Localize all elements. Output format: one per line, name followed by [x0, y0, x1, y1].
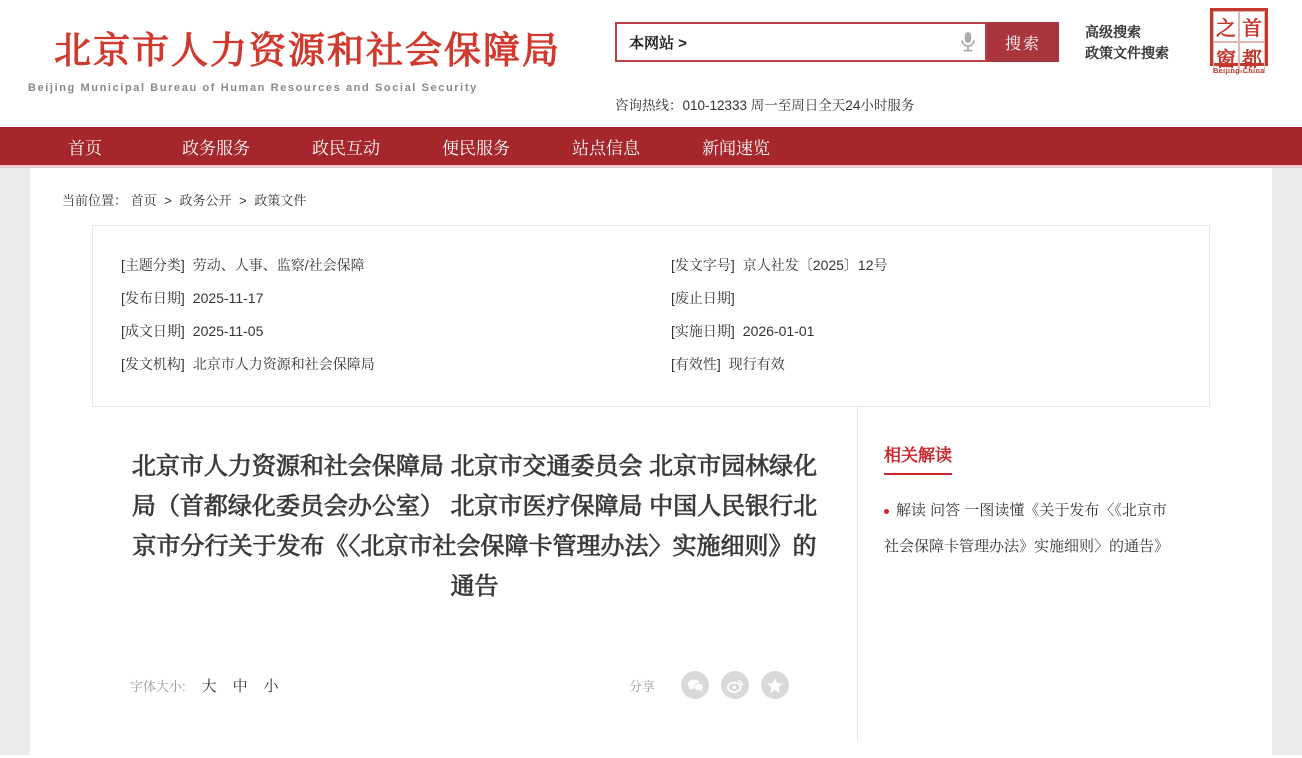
hotline-text: 咨询热线：010-12333 周一至周日全天24小时服务: [615, 98, 915, 113]
weibo-share-icon[interactable]: [721, 671, 749, 699]
nav-item-services[interactable]: 政务服务: [182, 138, 250, 158]
article-section: [92, 407, 1240, 742]
breadcrumb-separator: >: [239, 193, 247, 208]
site-header: [0, 0, 1302, 127]
meta-label: [废止日期]: [671, 290, 735, 306]
seal-char: 都: [1239, 42, 1265, 73]
bullet-icon: [884, 509, 889, 514]
nav-item-convenience[interactable]: 便民服务: [442, 138, 510, 158]
meta-label: [实施日期]: [671, 323, 735, 339]
article-toolbar: [92, 671, 857, 699]
meta-row-publish-date: [121, 289, 631, 307]
meta-value: 2026-01-01: [742, 323, 815, 339]
share-label: 分享: [628, 678, 655, 694]
policy-search-link[interactable]: 政策文件搜索: [1085, 45, 1169, 61]
seal-char: 首: [1239, 11, 1265, 42]
seal-characters: [1210, 8, 1268, 71]
nav-item-interaction[interactable]: 政民互动: [312, 138, 380, 158]
font-size-control: [130, 675, 279, 696]
meta-label: [有效性]: [671, 356, 721, 372]
meta-row-topic: [121, 256, 631, 274]
search-scope-dropdown[interactable]: 本网站 >: [629, 34, 687, 52]
share-control: [629, 671, 789, 699]
meta-value: 京人社发〔2025〕12号: [742, 257, 888, 273]
meta-row-issuing-agency: [121, 355, 631, 373]
font-size-label: 字体大小:: [130, 678, 186, 694]
search-box: [615, 22, 987, 62]
breadcrumb-policy-docs[interactable]: 政策文件: [254, 193, 307, 208]
article-main-column: [92, 407, 857, 742]
advanced-search-link[interactable]: 高级搜索: [1085, 24, 1141, 40]
nav-item-home[interactable]: 首页: [68, 138, 102, 158]
capital-window-seal-logo[interactable]: [1208, 8, 1270, 75]
breadcrumb-home[interactable]: 首页: [130, 193, 157, 208]
metadata-left-column: [121, 256, 631, 388]
nav-item-site-info[interactable]: 站点信息: [572, 138, 640, 158]
microphone-icon[interactable]: [959, 30, 977, 54]
related-reading-text: 解读 问答 一图读懂《关于发布〈《北京市社会保障卡管理办法》实施细则〉的通告》: [884, 502, 1170, 555]
related-reading-sidebar: [857, 407, 1240, 742]
metadata-right-column: [671, 256, 1181, 388]
body-area: [0, 168, 1302, 755]
search-links: [1085, 22, 1169, 64]
meta-row-repeal-date: [671, 289, 1181, 307]
document-metadata-box: [92, 225, 1210, 407]
breadcrumb-gov-info[interactable]: 政务公开: [179, 193, 232, 208]
breadcrumb: [62, 190, 1240, 209]
star-favorite-icon[interactable]: [761, 671, 789, 699]
meta-row-doc-number: [671, 256, 1181, 274]
related-reading-link[interactable]: [884, 493, 1176, 565]
wechat-share-icon[interactable]: [681, 671, 709, 699]
meta-value: 北京市人力资源和社会保障局: [192, 356, 375, 372]
meta-label: [发文机构]: [121, 356, 185, 372]
search-bar: [615, 22, 1059, 62]
font-size-large-button[interactable]: 大: [201, 677, 217, 695]
meta-row-effective-date: [671, 322, 1181, 340]
font-size-small-button[interactable]: 小: [263, 677, 279, 695]
site-logo[interactable]: [28, 20, 561, 94]
related-reading-title: 相关解读: [884, 441, 952, 475]
search-input[interactable]: [687, 24, 959, 60]
meta-label: [成文日期]: [121, 323, 185, 339]
site-title: 北京市人力资源和社会保障局: [54, 30, 561, 71]
main-nav: [0, 127, 1302, 168]
seal-char: 窗: [1213, 42, 1239, 73]
breadcrumb-label: 当前位置：: [62, 193, 128, 208]
meta-value: 2025-11-17: [192, 290, 264, 306]
meta-label: [发文字号]: [671, 257, 735, 273]
meta-value: 2025-11-05: [192, 323, 264, 339]
search-button[interactable]: 搜索: [987, 22, 1059, 62]
breadcrumb-separator: >: [164, 193, 172, 208]
meta-row-written-date: [121, 322, 631, 340]
meta-label: [主题分类]: [121, 257, 185, 273]
content-wrapper: [30, 168, 1272, 755]
seal-char: 之: [1213, 11, 1239, 42]
meta-label: [发布日期]: [121, 290, 185, 306]
meta-row-validity: [671, 355, 1181, 373]
meta-value: 现行有效: [728, 356, 785, 372]
nav-item-news[interactable]: 新闻速览: [702, 138, 770, 158]
site-subtitle: Beijing Municipal Bureau of Human Resources and Social Security: [28, 82, 478, 94]
meta-value: 劳动、人事、监察/社会保障: [192, 257, 365, 273]
document-title: 北京市人力资源和社会保障局 北京市交通委员会 北京市园林绿化局（首都绿化委员会办公室） 北京市医疗保障局 中国人民银行北京市分行关于发布《〈北京市社会保障卡管理办法〉实施细则》的通告: [131, 453, 818, 600]
seal-caption: Beijing-China: [1213, 68, 1265, 75]
font-size-medium-button[interactable]: 中: [232, 677, 248, 695]
